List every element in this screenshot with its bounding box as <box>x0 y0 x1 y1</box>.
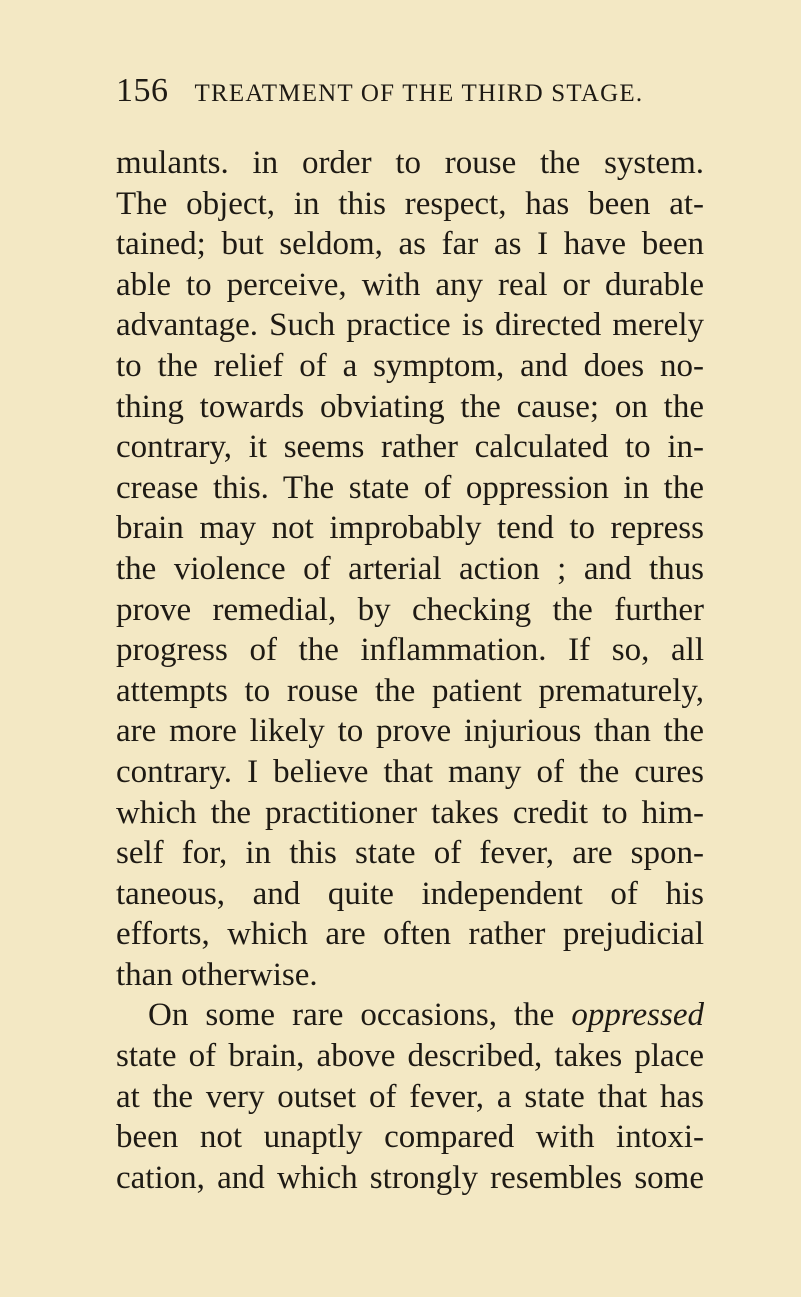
text-line: prove remedial, by checking the further <box>116 591 704 628</box>
text-line: state of brain, above described, takes place <box>116 1038 704 1075</box>
body-text <box>116 143 704 1198</box>
paragraph-opening-line <box>116 995 704 1036</box>
text-line: than otherwise. <box>116 956 318 993</box>
text-line: the violence of arterial action ; and thus <box>116 550 704 587</box>
page-number: 156 <box>116 72 169 109</box>
text-line: able to perceive, with any real or durable <box>116 266 704 303</box>
text-line: to the relief of a symptom, and does no- <box>116 347 704 384</box>
text-line: mulants. in order to rouse the system. <box>116 145 704 181</box>
text-line: contrary. I believe that many of the cures <box>116 753 704 790</box>
text-line: brain may not improbably tend to repress <box>116 510 704 547</box>
running-head-title: TREATMENT OF THE THIRD STAGE. <box>194 80 644 107</box>
text-line: contrary, it seems rather calculated to in- <box>116 429 704 466</box>
text-line: advantage. Such practice is directed merely <box>116 307 704 344</box>
running-head <box>116 72 676 112</box>
text-line: crease this. The state of oppression in the <box>116 469 704 506</box>
text-line: self for, in this state of fever, are spon- <box>116 835 704 872</box>
text-line: cation, and which strongly resembles some <box>116 1159 704 1196</box>
text-line: progress of the inflammation. If so, all <box>116 632 704 669</box>
text-fragment: On some rare occasions, the <box>148 997 555 1034</box>
text-line: thing towards obviating the cause; on the <box>116 388 704 425</box>
text-line: The object, in this respect, has been at- <box>116 185 704 222</box>
text-line: at the very outset of fever, a state that has <box>116 1078 704 1115</box>
text-line: efforts, which are often rather prejudicial <box>116 916 704 953</box>
text-line: which the practitioner takes credit to him- <box>116 794 704 831</box>
text-line: tained; but seldom, as far as I have been <box>116 226 704 263</box>
italic-emphasis: oppressed <box>571 997 705 1034</box>
text-line: attempts to rouse the patient prematurely, <box>116 672 704 709</box>
text-line: taneous, and quite independent of his <box>116 875 704 912</box>
text-line: are more likely to prove injurious than the <box>116 713 704 750</box>
text-line: been not unaptly compared with intoxi- <box>116 1119 704 1156</box>
